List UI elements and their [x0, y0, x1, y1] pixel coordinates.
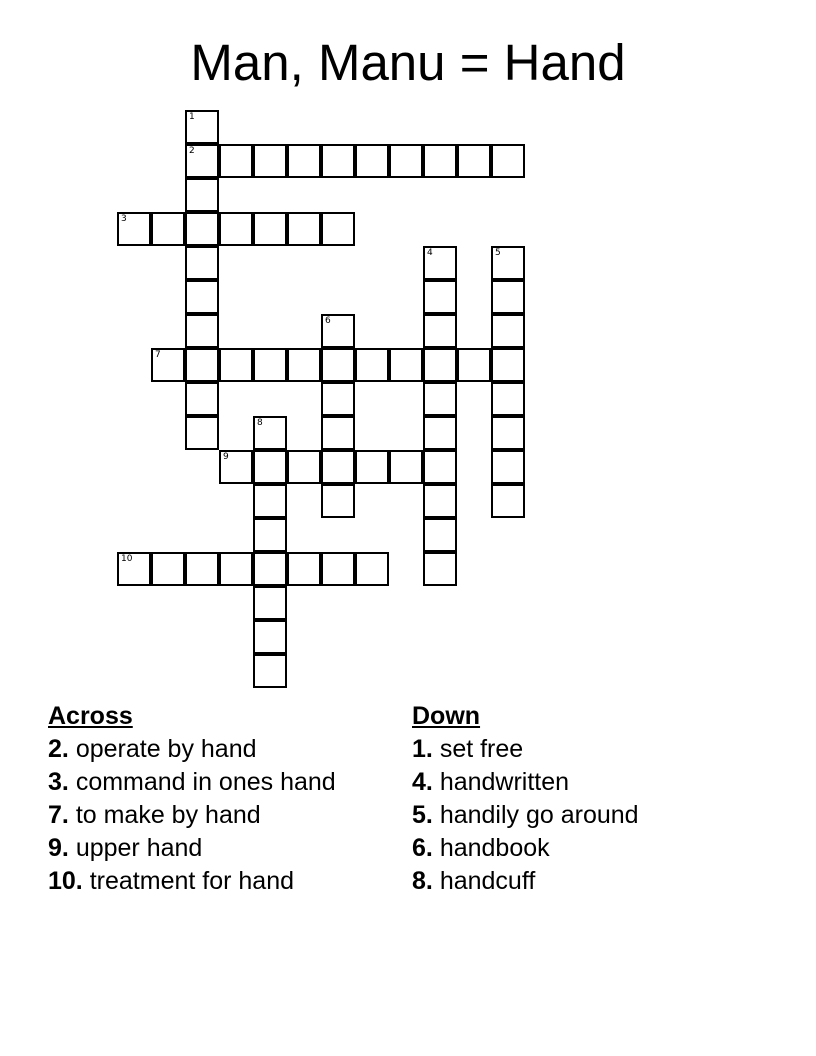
grid-cell[interactable] [491, 484, 525, 518]
grid-cell[interactable] [321, 348, 355, 382]
grid-cell[interactable] [117, 552, 151, 586]
grid-cell[interactable] [321, 416, 355, 450]
grid-cell[interactable] [355, 348, 389, 382]
down-clue [412, 801, 742, 829]
clue-text: handwritten [439, 768, 570, 796]
grid-cell[interactable] [423, 246, 457, 280]
down-clue [412, 768, 742, 796]
across-clue [48, 735, 368, 763]
clue-number-label: 3 [121, 214, 127, 224]
clue-number: 4. [412, 768, 433, 796]
grid-cell[interactable] [219, 212, 253, 246]
grid-cell[interactable] [355, 552, 389, 586]
grid-cell[interactable] [185, 110, 219, 144]
grid-cell[interactable] [253, 620, 287, 654]
grid-cell[interactable] [185, 246, 219, 280]
clue-number-label: 10 [121, 554, 133, 564]
down-clue [412, 735, 742, 763]
page-title: Man, Manu = Hand [190, 34, 626, 91]
grid-cell[interactable] [423, 382, 457, 416]
clue-number: 6. [412, 834, 433, 862]
grid-cell[interactable] [253, 518, 287, 552]
grid-cell[interactable] [253, 348, 287, 382]
clue-text: command in ones hand [75, 768, 336, 796]
grid-cell[interactable] [253, 586, 287, 620]
across-clue [48, 834, 368, 862]
grid-cell[interactable] [253, 212, 287, 246]
grid-cell[interactable] [219, 144, 253, 178]
down-clue [412, 834, 742, 862]
grid-cell[interactable] [287, 144, 321, 178]
grid-cell[interactable] [423, 450, 457, 484]
grid-cell[interactable] [423, 314, 457, 348]
grid-cell[interactable] [253, 484, 287, 518]
grid-cell[interactable] [491, 416, 525, 450]
clue-text: handbook [439, 834, 550, 862]
grid-cell[interactable] [423, 552, 457, 586]
grid-cell[interactable] [287, 212, 321, 246]
grid-cell[interactable] [151, 212, 185, 246]
across-heading: Across [48, 702, 133, 730]
clue-text: to make by hand [75, 801, 261, 829]
grid-cell[interactable] [151, 552, 185, 586]
clue-text: operate by hand [75, 735, 257, 763]
grid-cell[interactable] [389, 348, 423, 382]
grid-cell[interactable] [185, 178, 219, 212]
grid-cell[interactable] [117, 212, 151, 246]
grid-cell[interactable] [355, 144, 389, 178]
grid-cell[interactable] [423, 280, 457, 314]
grid-cell[interactable] [423, 348, 457, 382]
clue-number-label: 2 [189, 146, 195, 156]
clue-number-label: 5 [495, 248, 501, 258]
grid-cell[interactable] [321, 382, 355, 416]
grid-cell[interactable] [491, 314, 525, 348]
grid-cell[interactable] [423, 416, 457, 450]
clue-text: set free [439, 735, 524, 763]
grid-cell[interactable] [287, 552, 321, 586]
grid-cell[interactable] [423, 518, 457, 552]
grid-cell[interactable] [457, 144, 491, 178]
clue-text: upper hand [75, 834, 203, 862]
clue-number-label: 9 [223, 452, 229, 462]
clue-number: 10. [48, 867, 83, 895]
clue-number-label: 7 [155, 350, 161, 360]
grid-cell[interactable] [219, 552, 253, 586]
across-clues [48, 702, 368, 900]
grid-cell[interactable] [491, 246, 525, 280]
clue-number: 1. [412, 735, 433, 763]
clue-text: handily go around [439, 801, 639, 829]
clue-text: handcuff [439, 867, 536, 895]
grid-cell[interactable] [185, 314, 219, 348]
grid-cell[interactable] [185, 382, 219, 416]
grid-cell[interactable] [253, 654, 287, 688]
grid-cell[interactable] [491, 280, 525, 314]
clue-number: 8. [412, 867, 433, 895]
grid-cell[interactable] [287, 348, 321, 382]
clue-number: 7. [48, 801, 69, 829]
grid-cell[interactable] [423, 144, 457, 178]
grid-cell[interactable] [185, 552, 219, 586]
grid-cell[interactable] [151, 348, 185, 382]
clue-number-label: 1 [189, 112, 195, 122]
grid-cell[interactable] [253, 450, 287, 484]
clue-number-label: 8 [257, 418, 263, 428]
clue-text: treatment for hand [89, 867, 295, 895]
grid-cell[interactable] [321, 314, 355, 348]
grid-cell[interactable] [253, 416, 287, 450]
grid-cell[interactable] [219, 450, 253, 484]
across-clue [48, 768, 368, 796]
grid-cell[interactable] [219, 348, 253, 382]
grid-cell[interactable] [321, 552, 355, 586]
grid-cell[interactable] [185, 348, 219, 382]
down-heading: Down [412, 702, 481, 730]
clue-number-label: 6 [325, 316, 331, 326]
grid-cell[interactable] [355, 450, 389, 484]
grid-cell[interactable] [491, 450, 525, 484]
down-clue [412, 867, 742, 895]
grid-cell[interactable] [253, 144, 287, 178]
across-clue [48, 801, 368, 829]
clue-number: 2. [48, 735, 69, 763]
grid-cell[interactable] [321, 484, 355, 518]
grid-cell[interactable] [423, 484, 457, 518]
grid-cell[interactable] [389, 144, 423, 178]
grid-cell[interactable] [185, 212, 219, 246]
across-clue [48, 867, 368, 895]
clue-number-label: 4 [427, 248, 433, 258]
grid-cell[interactable] [253, 552, 287, 586]
grid-cell[interactable] [185, 416, 219, 450]
grid-cell[interactable] [287, 450, 321, 484]
down-clues [412, 702, 742, 900]
grid-cell[interactable] [321, 212, 355, 246]
grid-cell[interactable] [457, 348, 491, 382]
grid-cell[interactable] [185, 280, 219, 314]
grid-cell[interactable] [389, 450, 423, 484]
clue-number: 5. [412, 801, 433, 829]
grid-cell[interactable] [321, 144, 355, 178]
grid-cell[interactable] [321, 450, 355, 484]
clue-number: 9. [48, 834, 69, 862]
grid-cell[interactable] [491, 382, 525, 416]
grid-cell[interactable] [491, 348, 525, 382]
grid-cell[interactable] [185, 144, 219, 178]
grid-cell[interactable] [491, 144, 525, 178]
clue-number: 3. [48, 768, 69, 796]
